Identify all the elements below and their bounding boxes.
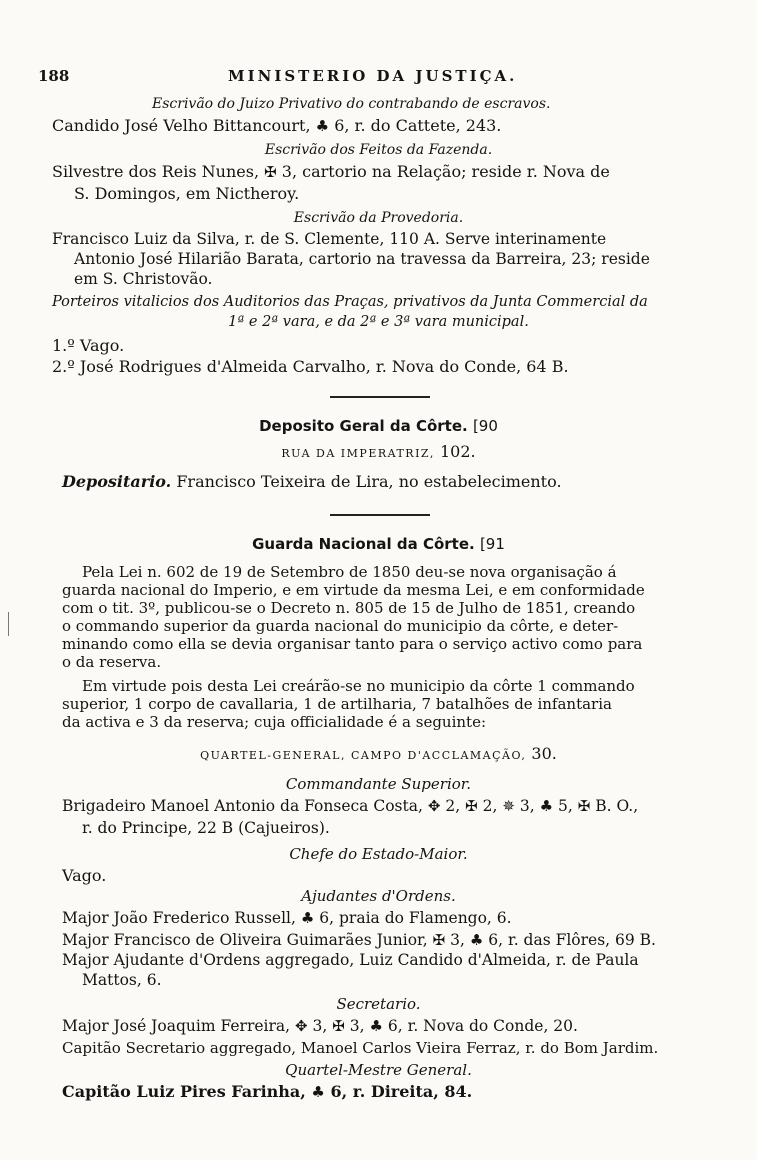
paragraph-line: o da reserva. [62,653,162,671]
christ-icon: ✥ [427,797,441,815]
address-number: 102. [439,442,476,461]
entry-text: 3, cartorio na Relação; reside r. Nova de [281,162,610,181]
entry-text: 2, [482,797,498,815]
rose-icon: ♣ [369,1017,383,1035]
cross-icon: ✠ [577,797,591,815]
entry-text: Major João Frederico Russell, [62,909,296,927]
section-heading-deposito [0,416,757,436]
cross-icon: ✠ [264,163,277,181]
paragraph-line: guarda nacional do Imperio, e em virtude da mesma Lei, e em conformidade [62,581,645,599]
entry-text: Capitão Luiz Pires Farinha, [62,1082,306,1101]
rose-icon: ♣ [539,797,554,815]
section-ref: [91 [479,535,505,553]
cross-icon: ✠ [332,1017,345,1035]
paragraph-line: com o tit. 3º, publicou-se o Decreto n. 805 de 15 de Julho de 1851, creando [62,599,636,617]
entry-text: 6, r. do Cattete, 243. [334,116,502,135]
entry-provedoria-1: Francisco Luiz da Silva, r. de S. Clemente, 110 A. Serve interinamente [52,230,607,248]
ajudante-entry-3-cont: Mattos, 6. [82,971,162,989]
subsection-title-commandante: Commandante Superior. [285,775,472,793]
subsection-title-secretario: Secretario. [336,995,421,1013]
subsection-title-chefe: Chefe do Estado-Maior. [289,845,468,863]
section-title-escrivao-provedoria: Escrivão da Provedoria. [293,210,464,226]
entry-text: 6, r. Direita, 84. [330,1082,473,1101]
entry-text: 6, r. das Flôres, 69 B. [488,931,656,949]
entry-text: Francisco Teixeira de Lira, no estabelecimento. [176,472,562,491]
section-divider [330,514,430,516]
running-title: MINISTERIO DA JUSTIÇA. [228,67,518,85]
paragraph-line: o commando superior da guarda nacional do municipio da côrte, e deter- [62,617,619,635]
section-title-escrivao-contrabando: Escrivão do Juizo Privativo do contrabando de escravos. [152,96,551,112]
quartel-mestre-entry [62,1082,472,1102]
section-title-porteiros-cont: 1ª e 2ª vara, e da 2ª e 3ª vara municipal. [228,314,529,330]
quartel-general-address [0,744,757,766]
address-text: RUA DA IMPERATRIZ, [281,447,435,460]
section-heading-guarda [0,534,757,554]
heading-text: Deposito Geral da Côrte. [259,417,468,435]
entry-escrivao-contrabando [52,116,501,136]
entry-text: Major Francisco de Oliveira Guimarães Junior, [62,931,428,949]
deposito-address [0,442,757,464]
deposito-entry [62,472,562,492]
chefe-value: Vago. [62,866,107,885]
section-title-escrivao-feitos: Escrivão dos Feitos da Fazenda. [264,142,493,158]
rose-icon: ♣ [311,1083,325,1101]
christ-icon: ✥ [295,1017,308,1035]
paragraph-line: Em virtude pois desta Lei creárão-se no municipio da côrte 1 commando [82,677,635,695]
entry-text: 3, [349,1017,365,1035]
section-title-porteiros: Porteiros vitalicios dos Auditorios das Praças, privativos da Junta Commercial da [52,294,648,310]
entry-text: 6, r. Nova do Conde, 20. [387,1017,578,1035]
entry-text: Silvestre dos Reis Nunes, [52,162,260,181]
entry-provedoria-3: em S. Christovão. [74,270,213,288]
entry-text: Candido José Velho Bittancourt, [52,116,311,135]
porteiro-item-1: 1.º Vago. [52,336,125,355]
porteiro-item-2: 2.º José Rodrigues d'Almeida Carvalho, r. Nova do Conde, 64 B. [52,357,569,376]
entry-text: 3, [312,1017,328,1035]
section-ref: [90 [472,417,498,435]
entry-escrivao-feitos-cont: S. Domingos, em Nictheroy. [74,184,300,203]
entry-escrivao-feitos [52,162,610,182]
star-icon: ✵ [502,797,515,815]
ajudante-entry-3: Major Ajudante d'Ordens aggregado, Luiz Candido d'Almeida, r. de Paula [62,951,639,969]
entry-text: 6, praia do Flamengo, 6. [319,909,512,927]
heading-text: Guarda Nacional da Côrte. [252,535,475,553]
rose-icon: ♣ [469,931,484,949]
subsection-title-ajudantes: Ajudantes d'Ordens. [301,887,456,905]
entry-text: 5, [557,797,573,815]
address-text: QUARTEL-GENERAL, CAMPO D'ACCLAMAÇÃO, [200,749,527,762]
address-number: 30. [531,744,557,763]
paragraph-line: da activa e 3 da reserva; cuja officialidade é a seguinte: [62,713,487,731]
entry-text: Major José Joaquim Ferreira, [62,1017,291,1035]
commandante-entry [62,796,638,816]
entry-text: 3, [450,931,465,949]
entry-provedoria-2: Antonio José Hilarião Barata, cartorio na travessa da Barreira, 23; reside [74,250,650,268]
subsection-title-quartel-mestre: Quartel-Mestre General. [285,1061,472,1079]
secretario-entry-2: Capitão Secretario aggregado, Manoel Carlos Vieira Ferraz, r. do Bom Jardim. [62,1039,659,1057]
entry-text: Brigadeiro Manoel Antonio da Fonseca Costa, [62,797,423,815]
ajudante-entry-2 [62,930,656,950]
paragraph-line: superior, 1 corpo de cavallaria, 1 de artilharia, 7 batalhões de infantaria [62,695,612,713]
entry-text: 2, [445,797,461,815]
entry-text: B. O., [595,797,639,815]
commandante-entry-cont: r. do Principe, 22 B (Cajueiros). [82,819,330,837]
page-number: 188 [38,67,70,85]
rose-icon: ♣ [315,117,330,135]
secretario-entry-1 [62,1016,578,1036]
section-divider [330,396,430,398]
cross-icon: ✠ [465,797,478,815]
role-label: Depositario. [62,472,172,491]
paragraph-line: Pela Lei n. 602 de 19 de Setembro de 1850 deu-se nova organisação á [82,563,617,581]
margin-mark [8,612,9,636]
cross-icon: ✠ [432,931,446,949]
paragraph-line: minando como ella se devia organisar tanto para o serviço activo como para [62,635,643,653]
entry-text: 3, [519,797,535,815]
ajudante-entry-1 [62,908,512,928]
rose-icon: ♣ [300,909,315,927]
